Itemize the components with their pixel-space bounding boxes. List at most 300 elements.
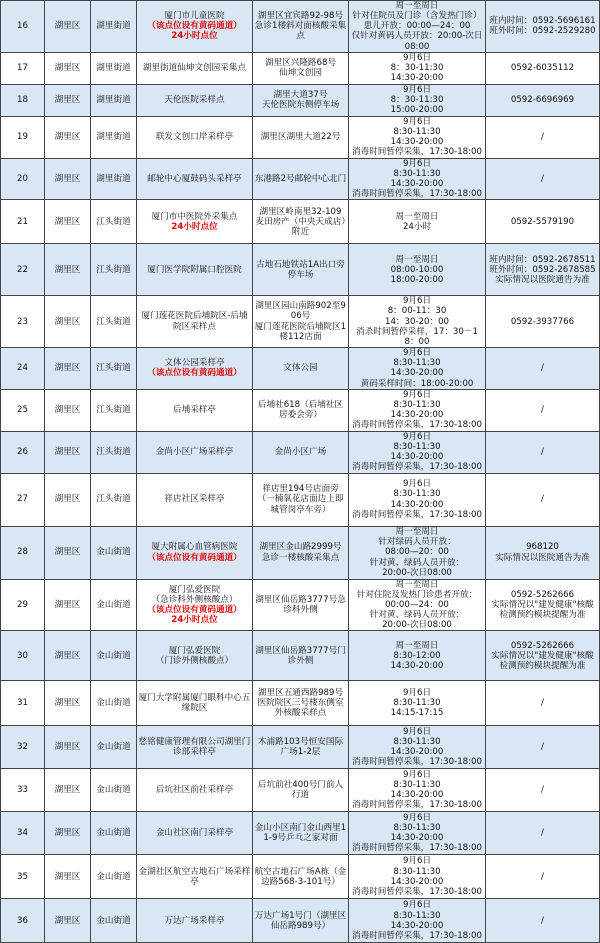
address-cell [253, 158, 349, 200]
hours-line: 08:00—20：00 [385, 547, 449, 558]
hours-cell [349, 296, 486, 348]
phone-line: 班外时间：0592-2529280 [489, 26, 596, 37]
table-row [1, 579, 600, 631]
site-name-line: 厦门弘爱医院 [168, 584, 221, 595]
hours-line: 14:15-17:15 [390, 708, 444, 719]
phone-line: / [541, 871, 544, 882]
phone-cell [486, 347, 600, 389]
phone-line: 0592-5262666 [510, 640, 575, 651]
address-line: 金尚小区广场 [274, 446, 327, 457]
phone-cell [486, 84, 600, 116]
phone-cell [486, 769, 600, 812]
row-number: 29 [1, 579, 45, 631]
table-row [1, 347, 600, 389]
phone-cell [486, 681, 600, 726]
site-note-red: 24小时点位 [171, 31, 218, 42]
site-note-red: 24小时点位 [171, 221, 218, 232]
table-row [1, 812, 600, 855]
phone-line: / [541, 828, 544, 839]
hours-line: 08:00-10:00 [390, 264, 444, 275]
hours-line: 8：30-11:30 [390, 63, 444, 74]
street-cell: 金山街道 [91, 769, 137, 812]
table-row [1, 473, 600, 526]
street-cell: 金山街道 [91, 855, 137, 899]
hours-line: 8:30-11:30 [393, 737, 441, 748]
street-cell: 湖里街道 [91, 116, 137, 158]
address-line: 湖里区宜宾路92-98号 [257, 11, 344, 22]
hours-line: 周一至周日 [395, 640, 439, 651]
row-number: 16 [1, 1, 45, 53]
hours-line: 9月6日 [402, 116, 432, 127]
phone-cell [486, 631, 600, 681]
street-cell: 江头街道 [91, 200, 137, 244]
hours-line: 黄码采样时间：18:00-20:00 [360, 378, 474, 389]
site-name-line: 厦门大学附属厦门眼科中心五缘院区 [138, 693, 251, 714]
hours-line: 8:30-11:30 [393, 127, 441, 138]
row-number: 35 [1, 855, 45, 899]
address-line: 急诊一楼核酸采集点 [261, 552, 340, 563]
hours-line: 消毒时间暂停采集，17:30-18:00 [352, 930, 482, 941]
site-name-cell [137, 84, 253, 116]
table-row [1, 200, 600, 244]
table-row [1, 431, 600, 473]
hours-line: 20:00-次日08:00 [382, 567, 452, 578]
address-line: 急诊1楼斜对面核酸采集点 [254, 21, 347, 42]
hours-line: 14:30-20:00 [390, 747, 444, 758]
hours-line: 消毒时间暂停采集，17:30-18:00 [352, 462, 482, 473]
phone-line: 968120 [526, 542, 559, 553]
site-name-cell [137, 1, 253, 53]
district-cell: 湖里区 [45, 244, 91, 296]
address-line: 医院院区三号楼东侧室外核酸采样点 [257, 698, 344, 719]
site-name-cell [137, 347, 253, 389]
phone-line: 班内时间：0592-2678511 [489, 254, 596, 265]
hours-line: 8:30-11:30 [393, 823, 441, 834]
hours-line: 24小时 [402, 221, 432, 232]
address-line: 麦田房产（中央天成店）附近 [255, 216, 346, 237]
district-cell: 湖里区 [45, 769, 91, 812]
phone-cell [486, 812, 600, 855]
address-line: 万达广场1号门（湖里区仙岳路989号） [254, 910, 347, 931]
hours-cell [349, 681, 486, 726]
address-line: 湖里区金山路2999号 [259, 542, 342, 553]
address-cell [253, 526, 349, 579]
row-number: 19 [1, 116, 45, 158]
district-cell: 湖里区 [45, 579, 91, 631]
hours-line: 8:30-11:30 [393, 441, 441, 452]
table-row [1, 726, 600, 769]
address-cell [253, 244, 349, 296]
hours-cell [349, 52, 486, 84]
table-row [1, 116, 600, 158]
phone-line: / [541, 494, 544, 505]
row-number: 32 [1, 726, 45, 769]
hours-line: 18:00-20:00 [390, 274, 444, 285]
site-note-red: （该点位设有黄码通道） [147, 552, 242, 563]
hours-cell [349, 526, 486, 579]
site-name-cell [137, 812, 253, 855]
hours-cell [349, 200, 486, 244]
table-row [1, 84, 600, 116]
address-cell [253, 389, 349, 431]
district-cell: 湖里区 [45, 526, 91, 579]
phone-line: 0592-5262666 [510, 589, 575, 600]
site-note-red: （该点位设有黄码通道） [147, 21, 242, 32]
site-name-cell [137, 158, 253, 200]
hours-line: 14:30-20:00 [390, 137, 444, 148]
site-name-cell [137, 244, 253, 296]
site-name-line: 后埔采样亭 [173, 405, 216, 416]
address-line: 航空古地石广场A栋（金边路568-3-101号） [254, 866, 347, 887]
hours-line: 9月6日 [402, 431, 432, 442]
street-cell: 湖里街道 [91, 1, 137, 53]
site-note-red: （该点位设有黄码通道） [147, 368, 242, 379]
row-number: 20 [1, 158, 45, 200]
site-note-red: （该点位设有黄码通道） [147, 604, 242, 615]
site-name-line: 祥店社区采样亭 [164, 494, 225, 505]
hours-line: 9月6日 [402, 389, 432, 400]
hours-line: 15:00-20:00 [390, 105, 444, 116]
hours-line: 8:30-11:30 [393, 698, 441, 709]
hours-line: 针对黄、绿码人员开放： [369, 557, 465, 568]
phone-line: / [541, 698, 544, 709]
address-line: 后坑前社400号门前人行道 [257, 780, 344, 801]
district-cell: 湖里区 [45, 200, 91, 244]
hours-line: 9月6日 [402, 84, 432, 95]
phone-cell [486, 431, 600, 473]
address-cell [253, 473, 349, 526]
row-number: 23 [1, 296, 45, 348]
phone-line: 0592-5579190 [510, 216, 575, 227]
site-name-line: （急诊科外侧核酸点） [151, 594, 238, 605]
hours-line: 9月6日 [402, 296, 432, 307]
phone-line: 班内时间：0592-5696161 [489, 16, 596, 27]
street-cell: 金山街道 [91, 899, 137, 943]
hours-line: 消毒时间暂停采集，17:30-18:00 [352, 147, 482, 158]
hours-line: 消毒时间暂停采集，17:30-18:00 [352, 886, 482, 897]
table-row [1, 158, 600, 200]
row-number: 24 [1, 347, 45, 389]
district-cell: 湖里区 [45, 389, 91, 431]
hours-line: 针对住院员及门诊（含发热门诊）患儿开放：00:00—24：00 [352, 11, 482, 32]
address-cell [253, 769, 349, 812]
site-name-line: 厦门市儿童医院 [164, 11, 225, 22]
hours-line: 14:30-20:00 [390, 833, 444, 844]
site-name-cell [137, 526, 253, 579]
hours-cell [349, 579, 486, 631]
hours-line: 针对绿码人员开放： [378, 537, 456, 548]
site-note-red: 24小时点位 [171, 615, 218, 626]
hours-line: 9月6日 [402, 812, 432, 823]
table-row [1, 244, 600, 296]
phone-cell [486, 52, 600, 84]
hours-cell [349, 631, 486, 681]
hours-line: 14:30-20:00 [390, 452, 444, 463]
street-cell: 江头街道 [91, 244, 137, 296]
row-number: 26 [1, 431, 45, 473]
hours-cell [349, 726, 486, 769]
row-number: 18 [1, 84, 45, 116]
street-cell: 金山街道 [91, 526, 137, 579]
district-cell: 湖里区 [45, 116, 91, 158]
address-line: 仙坤文创园 [279, 68, 322, 79]
site-name-line: 金湖社区航空古地石广场采样亭 [138, 866, 251, 887]
table-row [1, 526, 600, 579]
address-line: 古地石地铁站1A出口旁停车场 [256, 259, 345, 280]
phone-line: 实际情况以医院通告为准 [495, 552, 590, 563]
district-cell: 湖里区 [45, 1, 91, 53]
site-name-line: 金山社区南门采样亭 [155, 828, 234, 839]
address-line: 湖里区园山南路902至906号 [255, 301, 346, 322]
site-name-cell [137, 681, 253, 726]
district-cell: 湖里区 [45, 726, 91, 769]
hours-line: 9月6日 [402, 900, 432, 911]
address-cell [253, 899, 349, 943]
hours-cell [349, 116, 486, 158]
hours-line: 8:30-11:30 [393, 866, 441, 877]
hours-line: 20:00-次日08:00 [382, 620, 452, 631]
address-cell [253, 52, 349, 84]
district-cell: 湖里区 [45, 158, 91, 200]
address-line: 木浦路103号恒安国际广场1-2层 [257, 737, 344, 758]
hours-cell [349, 855, 486, 899]
row-number: 36 [1, 899, 45, 943]
row-number: 17 [1, 52, 45, 84]
site-name-line: 后坑社区前社采样亭 [155, 785, 234, 796]
address-cell [253, 431, 349, 473]
site-name-line: 天伦医院采样点 [164, 95, 225, 106]
district-cell: 湖里区 [45, 631, 91, 681]
site-name-line: 邮轮中心厦鼓码头采样亭 [147, 173, 242, 184]
row-number: 28 [1, 526, 45, 579]
table-row [1, 681, 600, 726]
street-cell: 金山街道 [91, 812, 137, 855]
street-cell: 金山街道 [91, 726, 137, 769]
phone-cell [486, 526, 600, 579]
row-number: 33 [1, 769, 45, 812]
site-name-line: 厦门莲花医院后埔院区-后埔院区采样点 [141, 311, 248, 332]
district-cell: 湖里区 [45, 431, 91, 473]
phone-line: 0592-6696969 [510, 95, 575, 106]
phone-line: 实际情况以"建发健康"核酸检测预约模块提醒为准 [491, 650, 594, 671]
site-name-line: （门诊外侧核酸点） [155, 655, 234, 666]
phone-line: / [541, 446, 544, 457]
hours-line: 9月6日 [402, 856, 432, 867]
address-line: 湖里区五通西路989号 [257, 688, 344, 699]
district-cell: 湖里区 [45, 855, 91, 899]
row-number: 25 [1, 389, 45, 431]
hours-line: 14:30-20:00 [390, 499, 444, 510]
phone-line: 实际情况以"建发健康"核酸检测预约模块提醒为准 [491, 599, 594, 620]
phone-line: / [541, 132, 544, 143]
hours-line: 8：00-11：30 [387, 306, 447, 317]
hours-line: 8:30-11:30 [393, 400, 441, 411]
site-name-cell [137, 726, 253, 769]
phone-line: / [541, 363, 544, 374]
hours-line: 消毒时间暂停采集，17:30-18:00 [352, 509, 482, 520]
table-row [1, 1, 600, 53]
row-number: 27 [1, 473, 45, 526]
district-cell: 湖里区 [45, 899, 91, 943]
phone-line: / [541, 405, 544, 416]
table-row [1, 769, 600, 812]
phone-line: 0592-6035112 [510, 63, 575, 74]
site-name-line: 联发文创口岸采样亭 [155, 132, 234, 143]
hours-line: 9月6日 [402, 158, 432, 169]
address-cell [253, 812, 349, 855]
hours-line: 14:30-20:00 [390, 73, 444, 84]
address-cell [253, 347, 349, 389]
hours-line: 14:30-20:00 [390, 920, 444, 931]
hours-line: 14:30-20:00 [390, 876, 444, 887]
address-cell [253, 84, 349, 116]
phone-line: 实际情况以医院通告为准 [495, 274, 590, 285]
street-cell: 湖里街道 [91, 158, 137, 200]
address-cell [253, 1, 349, 53]
phone-cell [486, 244, 600, 296]
site-name-cell [137, 200, 253, 244]
hours-cell [349, 769, 486, 812]
address-line: 文体公园 [283, 363, 318, 374]
hours-line: 9月6日 [402, 726, 432, 737]
row-number: 31 [1, 681, 45, 726]
row-number: 30 [1, 631, 45, 681]
district-cell: 湖里区 [45, 812, 91, 855]
hours-line: 8:30-11:30 [393, 780, 441, 791]
hours-cell [349, 473, 486, 526]
site-name-cell [137, 116, 253, 158]
hours-line: 仅针对黄码人员开放：20:00-次日08:00 [351, 31, 483, 52]
hours-line: 9月6日 [402, 348, 432, 359]
hours-line: 9月6日 [402, 769, 432, 780]
hours-line: 针对住院及发热门诊患者开放： [356, 589, 478, 600]
address-line: 湖里区兴隆路68号 [264, 58, 337, 69]
phone-cell [486, 855, 600, 899]
hours-line: 针对黄、绿码人员开放： [369, 609, 465, 620]
street-cell: 江头街道 [91, 347, 137, 389]
row-number: 34 [1, 812, 45, 855]
hours-cell [349, 84, 486, 116]
hours-cell [349, 158, 486, 200]
site-name-line: 慈铭健康管理有限公司湖里门诊部采样亭 [138, 737, 251, 758]
address-line: 天伦医院东侧停车场 [261, 100, 340, 111]
phone-cell [486, 389, 600, 431]
hours-line: 9月6日 [402, 688, 432, 699]
site-name-cell [137, 473, 253, 526]
hours-cell [349, 347, 486, 389]
hours-line: 消杀时间暂停采样，17：30－18：00 [356, 326, 478, 347]
address-cell [253, 855, 349, 899]
hours-line: 14：30-20：00 [384, 316, 450, 327]
phone-line: / [541, 785, 544, 796]
hours-cell [349, 1, 486, 53]
site-name-line: 厦门弘爱医院 [168, 645, 221, 656]
hours-line: 消毒时间暂停采集，17:30-18:00 [352, 800, 482, 811]
phone-line: / [541, 915, 544, 926]
hours-line: 8:30-11:30 [393, 910, 441, 921]
hours-line: 消毒时间暂停采集，17:30-18:00 [352, 189, 482, 200]
address-cell [253, 116, 349, 158]
hours-line: 周一至周日 [395, 1, 439, 11]
hours-line: 14:30-20:00 [390, 660, 444, 671]
hours-cell [349, 899, 486, 943]
phone-cell [486, 200, 600, 244]
table-body [1, 1, 600, 943]
hours-line: 8:30-11:30 [393, 489, 441, 500]
address-line: 祥店里194号店面旁（一楠氧花店面边上即城管岗亭车旁） [257, 484, 344, 515]
hours-cell [349, 812, 486, 855]
street-cell: 金山街道 [91, 579, 137, 631]
site-name-line: 厦大附属心血管病医院 [151, 542, 238, 553]
address-cell [253, 681, 349, 726]
hours-line: 9月6日 [402, 479, 432, 490]
phone-line: / [541, 742, 544, 753]
street-cell: 江头街道 [91, 296, 137, 348]
site-name-line: 厦门市中医院外采集点 [151, 211, 238, 222]
site-name-cell [137, 52, 253, 84]
hours-line: 周一至周日 [395, 211, 439, 222]
site-name-line: 文体公园采样亭 [164, 358, 225, 369]
hours-line: 周一至周日 [395, 579, 439, 590]
phone-cell [486, 899, 600, 943]
hours-line: 00:00—24：00 [385, 599, 449, 610]
hours-line: 8：30-11:30 [390, 95, 444, 106]
table-row [1, 296, 600, 348]
street-cell: 湖里街道 [91, 52, 137, 84]
hours-line: 消毒时间暂停采集，17:30-18:00 [352, 757, 482, 768]
hours-line: 消毒时间暂停采集，17:30-18:00 [352, 843, 482, 854]
address-line: 厦门莲花医院后埔院区1楼112店面 [254, 321, 347, 342]
street-cell: 江头街道 [91, 431, 137, 473]
site-name-cell [137, 296, 253, 348]
site-name-cell [137, 579, 253, 631]
hours-line: 8:30-12:00 [393, 650, 441, 661]
hours-line: 14:30-20:00 [390, 368, 444, 379]
row-number: 22 [1, 244, 45, 296]
street-cell: 金山街道 [91, 631, 137, 681]
phone-cell [486, 1, 600, 53]
district-cell: 湖里区 [45, 84, 91, 116]
address-line: 湖里区湖里大道22号 [260, 132, 341, 143]
district-cell: 湖里区 [45, 473, 91, 526]
site-name-cell [137, 769, 253, 812]
address-cell [253, 726, 349, 769]
street-cell: 金山街道 [91, 681, 137, 726]
hours-cell [349, 389, 486, 431]
street-cell: 湖里街道 [91, 84, 137, 116]
table-row [1, 52, 600, 84]
address-cell [253, 296, 349, 348]
table-row [1, 899, 600, 943]
hours-line: 周一至周日 [395, 527, 439, 538]
address-line: 东港路2号邮轮中心北门 [254, 173, 347, 184]
site-name-cell [137, 855, 253, 899]
address-line: 湖里区岭南里32-109 [259, 206, 342, 217]
hours-line: 8:30-11:30 [393, 358, 441, 369]
hours-line: 14:30-20:00 [390, 178, 444, 189]
address-cell [253, 200, 349, 244]
hours-cell [349, 244, 486, 296]
district-cell: 湖里区 [45, 347, 91, 389]
table-row [1, 389, 600, 431]
district-cell: 湖里区 [45, 52, 91, 84]
phone-cell [486, 726, 600, 769]
phone-cell [486, 116, 600, 158]
phone-line: 0592-3937766 [510, 316, 575, 327]
address-cell [253, 631, 349, 681]
street-cell: 江头街道 [91, 473, 137, 526]
phone-cell [486, 473, 600, 526]
